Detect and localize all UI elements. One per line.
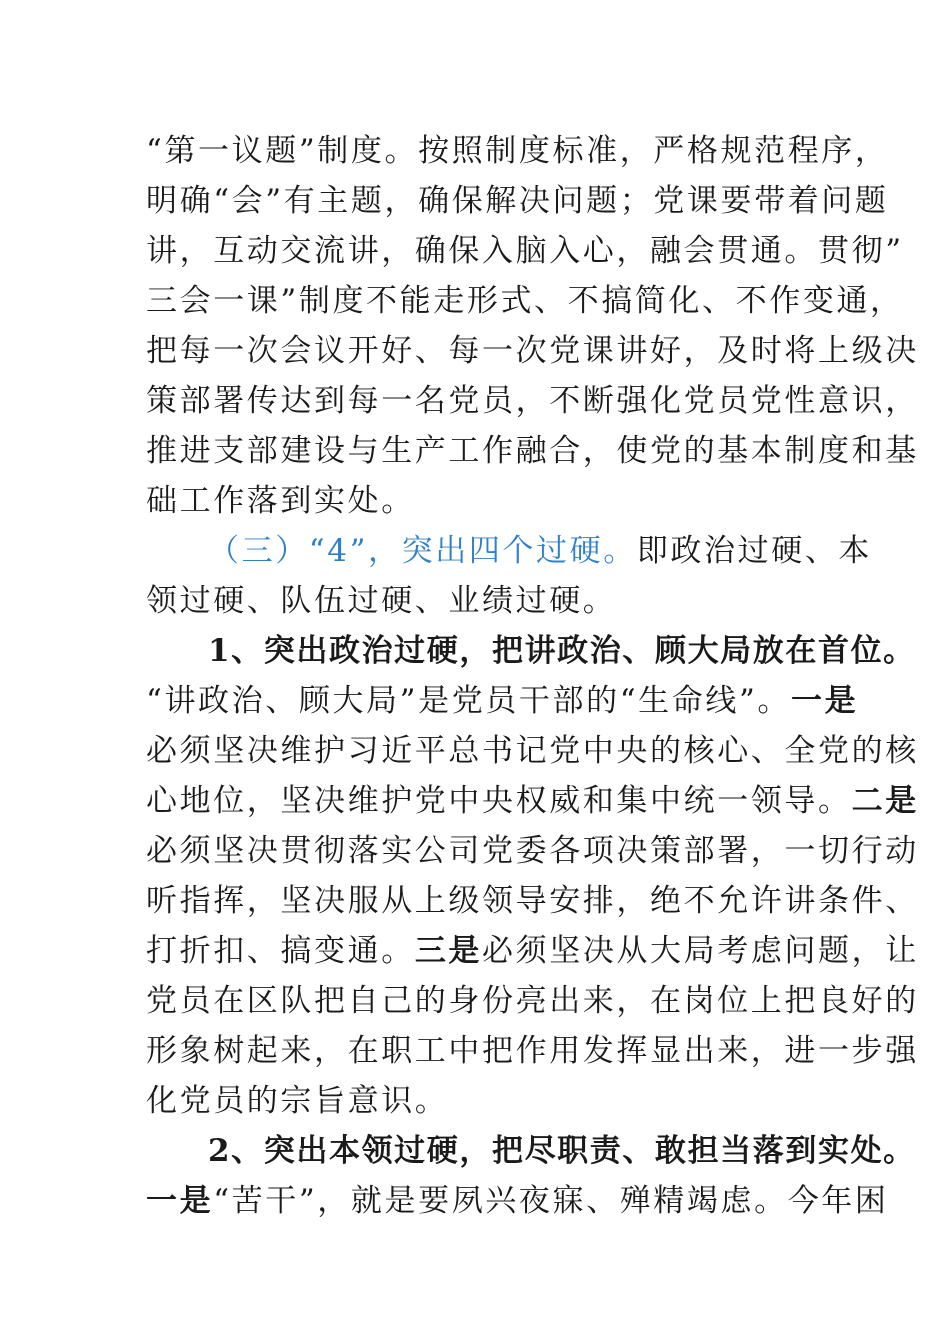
text-run: “苦干”，就是要夙兴夜寐、殚精竭虑。今年困 xyxy=(213,1183,889,1219)
text-line: 三会一课”制度不能走形式、不搞简化、不作变通， xyxy=(146,283,904,319)
text-line: 形象树起来，在职工中把作用发挥显出来，进一步强 xyxy=(146,1033,919,1069)
text-line: 领过硬、队伍过硬、业绩过硬。 xyxy=(146,583,617,619)
text-line xyxy=(146,676,859,726)
text-line: 必须坚决维护习近平总书记党中央的核心、全党的核 xyxy=(146,733,919,769)
text-line xyxy=(146,526,873,576)
text-line: 明确“会”有主题，确保解决问题；党课要带着问题 xyxy=(146,183,889,219)
paragraph-political xyxy=(146,626,919,1126)
subsection-title: 1、突出政治过硬，把讲政治、顾大局放在首位。 xyxy=(208,633,916,669)
text-run: “讲政治、顾大局”是党员干部的“生命线”。 xyxy=(146,683,791,719)
subsection-title: 2、突出本领过硬，把尽职责、敢担当落到实处。 xyxy=(208,1133,916,1169)
emphasis-run: 一是 xyxy=(146,1183,214,1219)
paragraph-capability xyxy=(146,1126,916,1226)
text-line: 推进支部建设与生产工作融合，使党的基本制度和基 xyxy=(146,433,919,469)
text-line: 党员在区队把自己的身份亮出来，在岗位上把良好的 xyxy=(146,983,919,1019)
emphasis-run: 一是 xyxy=(791,683,859,719)
section-heading-rest: 即政治过硬、本 xyxy=(636,533,873,569)
paragraph-three-meetings xyxy=(146,126,919,526)
text-line: 础工作落到实处。 xyxy=(146,483,415,519)
text-run: 必须坚决从大局考虑问题，让 xyxy=(482,933,919,969)
text-line: 策部署传达到每一名党员，不断强化党员党性意识， xyxy=(146,383,919,419)
text-line xyxy=(146,926,919,976)
text-line xyxy=(146,1176,889,1226)
text-line: 化党员的宗旨意识。 xyxy=(146,1083,449,1119)
text-line xyxy=(146,776,919,826)
text-line: 听指挥，坚决服从上级领导安排，绝不允许讲条件、 xyxy=(146,883,919,919)
text-line: “第一议题”制度。按照制度标准，严格规范程序， xyxy=(146,133,889,169)
paragraph-four-hard xyxy=(146,526,873,626)
text-run: 心地位，坚决维护党中央权威和集中统一领导。 xyxy=(146,783,852,819)
text-line: 必须坚决贯彻落实公司党委各项决策部署，一切行动 xyxy=(146,833,919,869)
emphasis-run: 三是 xyxy=(414,933,483,969)
emphasis-run: 二是 xyxy=(851,783,919,819)
text-line: 把每一次会议开好、每一次党课讲好，及时将上级决 xyxy=(146,333,919,369)
section-heading: （三）“4”，突出四个过硬。 xyxy=(208,533,637,569)
text-run: 打折扣、搞变通。 xyxy=(146,933,415,969)
text-line: 讲，互动交流讲，确保入脑入心，融会贯通。贯彻” xyxy=(146,233,904,269)
